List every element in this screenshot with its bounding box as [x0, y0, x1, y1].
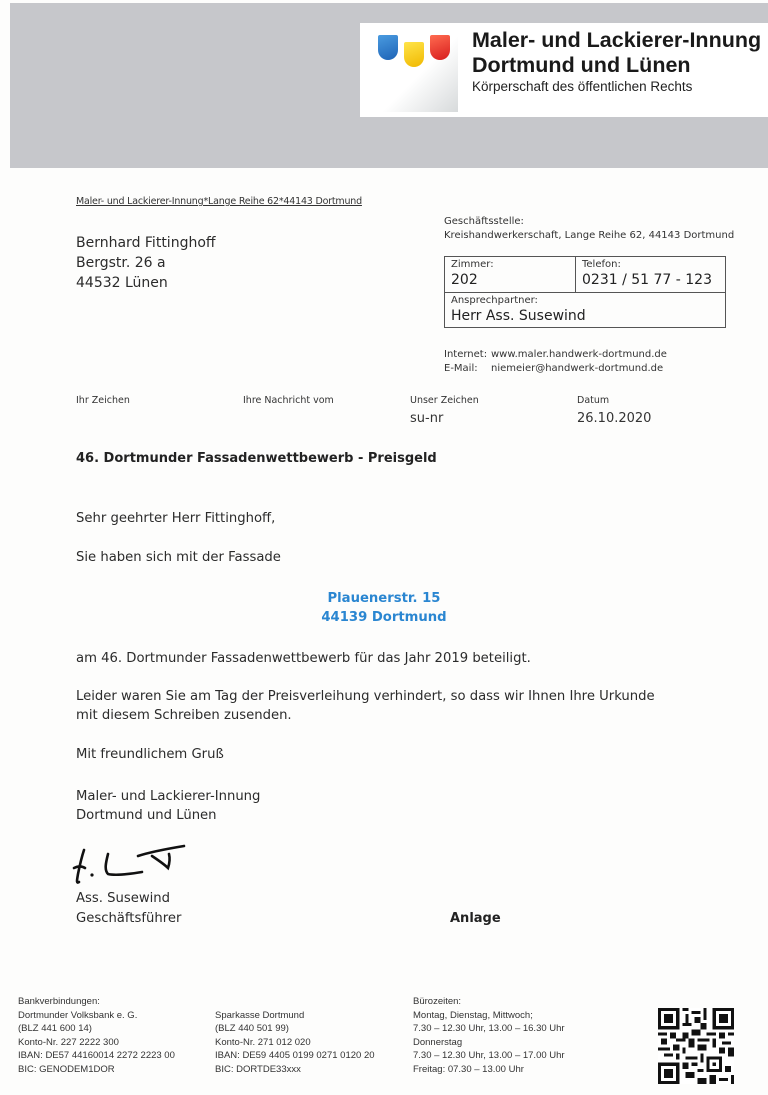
recipient-street: Bergstr. 26 a: [76, 255, 166, 271]
bank1-konto: Konto-Nr. 227 2222 300: [18, 1036, 119, 1048]
office-info: [444, 215, 734, 243]
email-row: [444, 362, 667, 376]
hours-line1: Montag, Dienstag, Mittwoch;: [413, 1009, 533, 1021]
red-shield-icon: [430, 35, 450, 60]
org-name-line2: Dortmund und Lünen: [472, 53, 691, 77]
ihr-zeichen-label: Ihr Zeichen: [76, 395, 130, 406]
internet-link[interactable]: www.maler.handwerk-dortmund.de: [491, 349, 667, 360]
sender-return-line: Maler- und Lackierer-Innung*Lange Reihe 62*44143 Dortmund: [76, 196, 362, 207]
hours-line2: 7.30 – 12.30 Uhr, 13.00 – 16.30 Uhr: [413, 1023, 565, 1034]
org-name-line1: Maler- und Lackierer-Innung: [472, 28, 762, 52]
handwritten-signature: [72, 842, 192, 888]
phone-label: Telefon:: [582, 259, 621, 270]
footer-office-hours: [413, 995, 565, 1076]
signatory: [76, 889, 181, 929]
internet-label: Internet:: [444, 349, 488, 360]
room-label: Zimmer:: [451, 259, 494, 270]
facade-address: [0, 589, 768, 627]
hours-line4: 7.30 – 12.30 Uhr, 13.00 – 17.00 Uhr: [413, 1050, 565, 1061]
letter-subject: 46. Dortmunder Fassadenwettbewerb - Preisgeld: [76, 451, 437, 466]
datum-value: 26.10.2020: [577, 411, 652, 426]
org-name: [472, 28, 761, 78]
contact-person-cell: [445, 293, 725, 327]
facade-city: 44139 Dortmund: [321, 610, 447, 625]
bank1-name: Dortmunder Volksbank e. G.: [18, 1009, 138, 1021]
bank1-bic: BIC: GENODEM1DOR: [18, 1063, 115, 1075]
hours-line5: Freitag: 07.30 – 13.00 Uhr: [413, 1063, 524, 1075]
bank1-blz: (BLZ 441 600 14): [18, 1023, 92, 1034]
body-notice-line2: mit diesem Schreiben zusenden.: [76, 708, 292, 723]
bank-heading: Bankverbindungen:: [18, 996, 100, 1007]
ihre-nachricht-label: Ihre Nachricht vom: [243, 395, 334, 406]
body-participation: am 46. Dortmunder Fassadenwettbewerb für das Jahr 2019 beteiligt.: [76, 651, 531, 666]
recipient-city: 44532 Lünen: [76, 275, 168, 291]
contact-box: [444, 256, 726, 328]
phone-cell: [576, 257, 725, 293]
signatory-name: Ass. Susewind: [76, 891, 171, 906]
blue-shield-icon: [378, 35, 398, 60]
recipient-address: [76, 233, 216, 293]
bank2-name: Sparkasse Dortmund: [215, 1009, 305, 1021]
datum-label: Datum: [577, 395, 610, 406]
bank2-blz: (BLZ 440 501 99): [215, 1023, 289, 1034]
facade-street: Plauenerstr. 15: [327, 591, 441, 606]
unser-zeichen-label: Unser Zeichen: [410, 395, 479, 406]
closing-org-line1: Maler- und Lackierer-Innung: [76, 789, 261, 804]
email-link[interactable]: niemeier@handwerk-dortmund.de: [491, 363, 664, 374]
body-notice: [76, 687, 655, 725]
footer-bank2: [215, 1009, 375, 1077]
closing-org-line2: Dortmund und Lünen: [76, 808, 217, 823]
yellow-shield-icon: [404, 42, 424, 67]
office-address: Kreishandwerkerschaft, Lange Reihe 62, 44143 Dortmund: [444, 230, 735, 241]
bank2-konto: Konto-Nr. 271 012 020: [215, 1036, 311, 1048]
contact-person-label: Ansprechpartner:: [451, 295, 538, 306]
hours-line3: Donnerstag: [413, 1036, 463, 1048]
bank1-iban: IBAN: DE57 44160014 2272 2223 00: [18, 1050, 175, 1061]
hours-heading: Bürozeiten:: [413, 996, 462, 1007]
bank2-iban: IBAN: DE59 4405 0199 0271 0120 20: [215, 1050, 375, 1061]
email-label: E-Mail:: [444, 363, 478, 374]
phone-value: 0231 / 51 77 - 123: [582, 272, 712, 288]
footer-bank1: [18, 995, 175, 1076]
bank2-bic: BIC: DORTDE33xxx: [215, 1063, 301, 1075]
body-notice-line1: Leider waren Sie am Tag der Preisverleihung verhindert, so dass wir Ihnen Ihre Urkunde: [76, 689, 655, 704]
salutation: Sehr geehrter Herr Fittinghoff,: [76, 511, 276, 526]
recipient-name: Bernhard Fittinghoff: [76, 235, 216, 251]
room-cell: [445, 257, 576, 293]
body-intro: Sie haben sich mit der Fassade: [76, 550, 281, 565]
qr-code-icon[interactable]: [658, 1008, 734, 1084]
room-value: 202: [451, 272, 478, 288]
unser-zeichen-value: su-nr: [410, 411, 444, 426]
office-label: Geschäftsstelle:: [444, 216, 524, 227]
closing: Mit freundlichem Gruß: [76, 747, 224, 762]
internet-row: [444, 348, 667, 362]
contact-person-value: Herr Ass. Susewind: [451, 308, 586, 324]
web-info: [444, 348, 667, 376]
closing-org: [76, 787, 260, 825]
enclosure-label: Anlage: [450, 911, 501, 926]
org-subtitle: Körperschaft des öffentlichen Rechts: [472, 79, 693, 94]
signatory-title: Geschäftsführer: [76, 911, 182, 926]
